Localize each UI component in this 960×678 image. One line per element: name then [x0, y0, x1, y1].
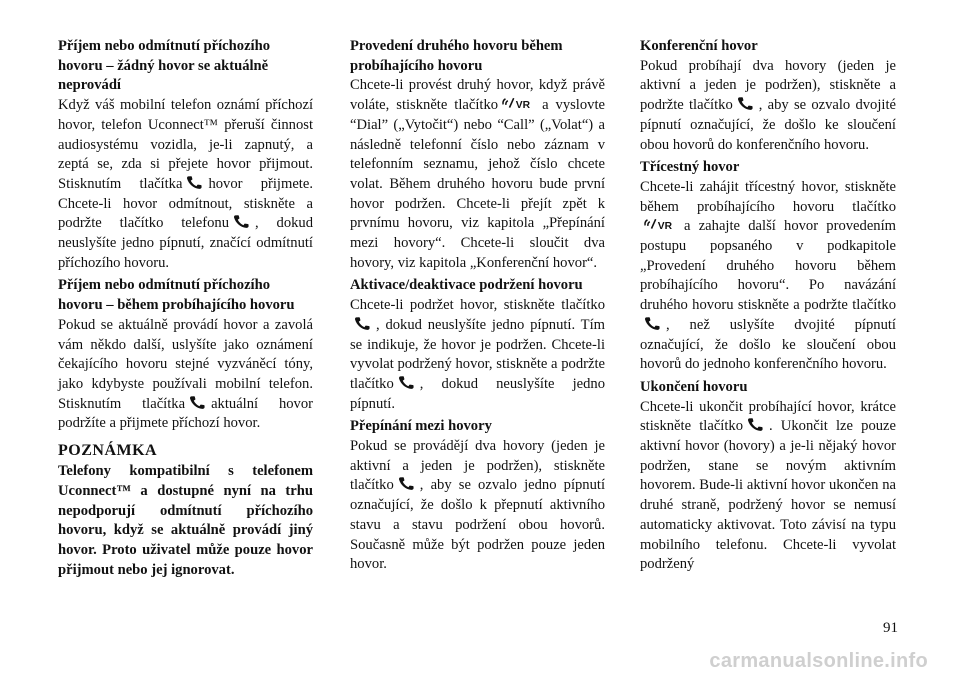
watermark: carmanualsonline.info — [709, 650, 928, 672]
section-receive-during-call — [58, 276, 313, 434]
text: a vyslovte “Dial” („Vytočit“) nebo “Call” („Volat“) a následně telefonní číslo nebo záznam v telefonním seznamu, jehož číslo chcete volat. Během druhého hovoru bude první hovor podržen. Chcete-li přejít zpět k prvnímu hovoru, viz kapitola „Přepínání mezi hovory“. Chcete-li sloučit dva hovory, viz kapitola „Konferenční hovor“. — [350, 97, 605, 271]
paragraph — [640, 178, 896, 375]
column-left — [58, 37, 313, 581]
section-switch-calls — [350, 417, 605, 575]
section-title: Aktivace/deaktivace podržení hovoru — [350, 277, 583, 294]
text: , dokud neuslyšíte jedno pípnutí, značící odmítnutí příchozího hovoru. — [58, 215, 314, 271]
paragraph — [350, 437, 605, 575]
paragraph — [58, 316, 313, 434]
paragraph — [350, 76, 605, 273]
text: , aby se ozvalo dvojité pípnutí označující, že došlo ke sloučení obou hovorů do konferenčního hovoru. — [640, 97, 896, 153]
section-hold-call — [350, 276, 605, 414]
paragraph — [350, 296, 605, 414]
section-receive-no-call — [58, 37, 313, 273]
phone-handset-icon — [746, 417, 766, 432]
text: aktuální hovor podržíte a přijmete příchozí hovor. — [58, 395, 313, 432]
phone-handset-icon — [643, 316, 663, 331]
phone-handset-icon — [232, 214, 252, 229]
note-body: Telefony kompatibilní s telefonem Uconnect™ a dostupné nyní na trhu nepodporují odmítnutí příchozího hovoru, když se aktuálně provádí jiný hovor. Proto uživatel může pouze hovor přijmout nebo jej ignorovat. — [58, 463, 313, 579]
phone-handset-icon — [736, 96, 756, 111]
text: Pokud se aktuálně provádí hovor a zavolá vám někdo další, uslyšíte jako oznámení čekajícího hovoru stejné vyzváněcí tóny, jako kdybyste používali mobilní telefon. Stisknutím tlačítka — [58, 316, 313, 412]
paragraph — [640, 398, 896, 575]
text: Chcete-li ukončit probíhající hovor, krátce stiskněte tlačítko — [640, 398, 896, 435]
text: Chcete-li zahájit třícestný hovor, stiskněte během probíhajícího hovoru tlačítko — [640, 178, 896, 215]
text: , dokud neuslyšíte jedno pípnutí. — [350, 375, 605, 412]
text: . Ukončit lze pouze aktivní hovor (hovory) a je-li nějaký hovor podržen, stane se novým aktivním hovorem. Bude-li aktivní hovor ukončen na druhé straně, podržený hovor se nemusí automaticky aktivovat. Toto závisí na typu mobilního telefonu. Chcete-li vyvolat podržený — [640, 418, 896, 573]
paragraph — [640, 57, 896, 156]
section-three-way-call — [640, 158, 896, 375]
text: Chcete-li provést druhý hovor, když právě voláte, stiskněte tlačítko — [350, 77, 605, 114]
page-number: 91 — [883, 620, 898, 636]
text: Pokud se provádějí dva hovory (jeden je aktivní a jeden je podržen), stiskněte tlačítko — [350, 438, 605, 494]
voice-recognition-vr-icon — [501, 96, 539, 111]
section-title: Třícestný hovor — [640, 159, 740, 176]
paragraph — [58, 96, 313, 273]
section-title: Konferenční hovor — [640, 38, 758, 54]
phone-handset-icon — [397, 476, 417, 491]
column-middle — [350, 37, 605, 578]
section-title: Příjem nebo odmítnutí příchozího hovoru – během probíhajícího hovoru — [58, 277, 295, 314]
section-title: Ukončení hovoru — [640, 378, 748, 395]
text: hovor přijmete. Chcete-li hovor odmítnout, stiskněte a podržte tlačítko telefonu — [58, 175, 313, 232]
section-title: Přepínání mezi hovory — [350, 418, 492, 435]
note-title: POZNÁMKA — [58, 442, 158, 460]
text: , aby se ozvalo jedno pípnutí označující, že došlo k přepnutí aktivního stavu a stavu podržení obou hovorů. Současně může být podržen pouze jeden hovor. — [350, 477, 605, 573]
section-second-call — [350, 37, 605, 273]
text: Chcete-li podržet hovor, stiskněte tlačítko — [350, 297, 605, 314]
section-end-call — [640, 378, 896, 575]
text: , než uslyšíte dvojité pípnutí označující, že došlo ke sloučení obou hovorů do jednoho konferenčního hovoru. — [640, 316, 896, 373]
phone-handset-icon — [188, 395, 208, 410]
text: , dokud neuslyšíte jedno pípnutí. Tím se indikuje, že hovor je podržen. Chcete-li vyvolat podržený hovor, stiskněte a podržte tlačítko — [350, 316, 605, 392]
section-title: Provedení druhého hovoru během probíhajícího hovoru — [350, 38, 563, 74]
column-right — [640, 37, 896, 578]
section-conference-call — [640, 37, 896, 155]
phone-handset-icon — [185, 175, 205, 190]
phone-handset-icon — [353, 316, 373, 331]
phone-handset-icon — [397, 375, 417, 390]
text: Když váš mobilní telefon oznámí příchozí hovor, telefon Uconnect™ přeruší činnost audiosystému vozidla, je-li zapnutý, a zeptá se, zda si přejete hovor přijmout. Stisknutím tlačítka — [58, 97, 313, 192]
text: Pokud probíhají dva hovory (jeden je aktivní a jeden je podržen), stiskněte a podržte tlačítko — [640, 57, 896, 114]
section-title: Příjem nebo odmítnutí příchozího hovoru – žádný hovor se aktuálně neprovádí — [58, 38, 271, 94]
text: a zahajte další hovor provedením postupu popsaného v podkapitole „Provedení druhého hovoru během probíhajícího hovoru“. Po navázání druhého hovoru stiskněte a podržte tlačítko — [640, 218, 896, 314]
voice-recognition-vr-icon — [643, 217, 681, 232]
